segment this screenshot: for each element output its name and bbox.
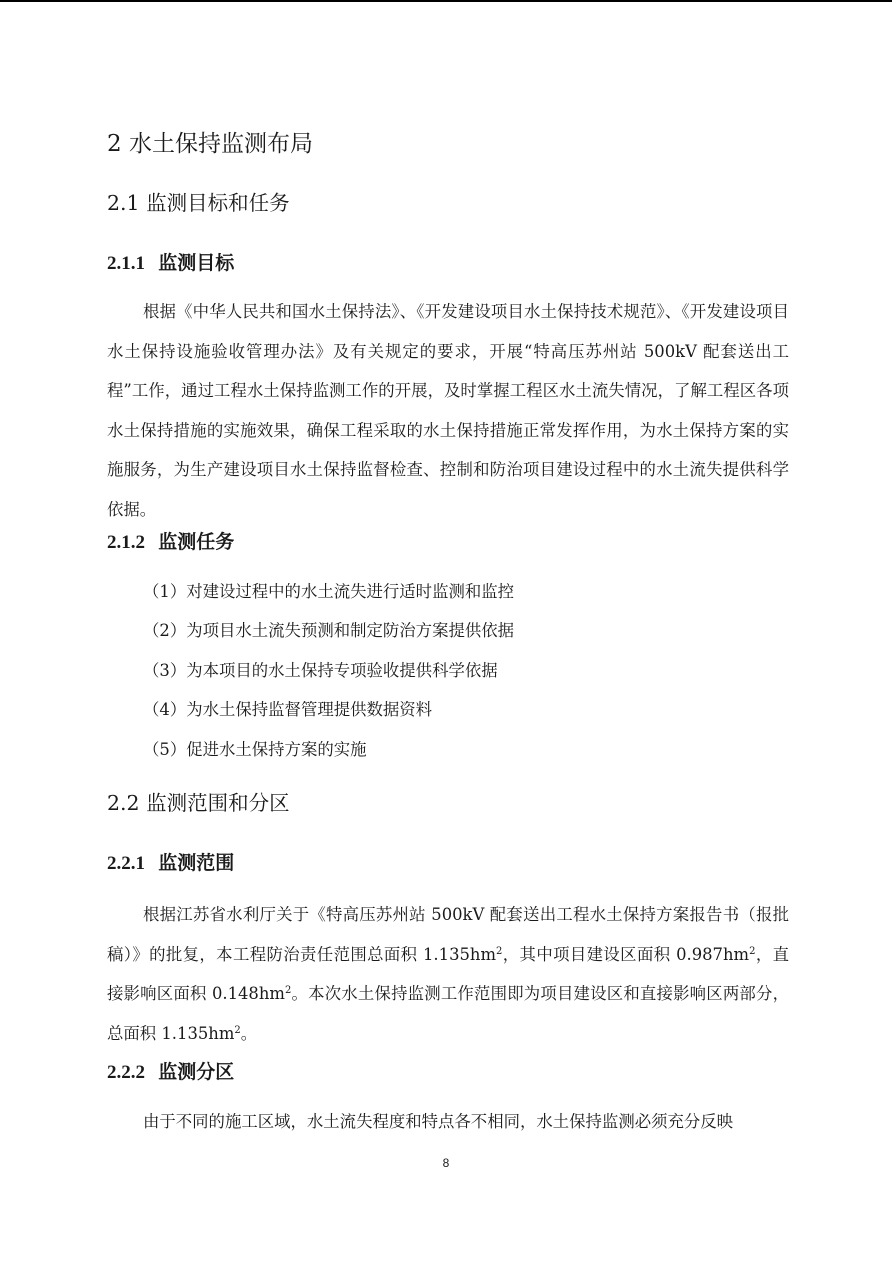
subsection-heading-2-2-1 (107, 849, 234, 878)
subsection-heading-2-1-1 (107, 249, 234, 278)
subsection-title: 监测分区 (158, 1061, 235, 1083)
list-item: （3）为本项目的水土保持专项验收提供科学依据 (143, 661, 498, 680)
page-number: 8 (442, 1156, 450, 1170)
subsection-number: 2.2.2 (107, 1062, 145, 1083)
subsection-number: 2.1.1 (107, 253, 145, 274)
subsection-heading-2-2-2 (107, 1058, 234, 1087)
subsection-heading-2-1-2 (107, 528, 234, 557)
list-item: （5）促进水土保持方案的实施 (143, 740, 367, 759)
subsection-title: 监测任务 (158, 531, 235, 553)
section-heading-2-1: 2.1 监测目标和任务 (107, 191, 290, 215)
subsection-title: 监测目标 (158, 252, 235, 274)
list-item: （1）对建设过程中的水土流失进行适时监测和监控 (143, 582, 515, 601)
paragraph-monitoring-zones: 由于不同的施工区域，水土流失程度和特点各不相同，水土保持监测必须充分反映 (143, 1112, 734, 1131)
superscript: 2 (749, 945, 756, 957)
subsection-title: 监测范围 (158, 852, 235, 874)
superscript: 2 (496, 945, 503, 957)
paragraph-monitoring-goal: 根据《中华人民共和国水土保持法》、《开发建设项目水土保持技术规范》、《开发建设项目水土保持设施验收管理办法》及有关规定的要求，开展“特高压苏州站 500kV 配套送出工程”工作，通过工程水土保持监测工作的开展，及时掌握工程区水土流失情况，了解工程区各项水土保持措施的实施效果，确保工程采取的水土保持措施正常发挥作用，为水土保持方案的实施服务，为生产建设项目水土保持监督检查、控制和防治项目建设过程中的水土流失提供科学依据。 (107, 302, 789, 519)
section-heading-2-2: 2.2 监测范围和分区 (107, 791, 290, 815)
list-item: （4）为水土保持监督管理提供数据资料 (143, 700, 433, 719)
scope-text-3: ，直接影响区面积 0.148hm (107, 944, 790, 1004)
scope-text-5: 。 (240, 1023, 258, 1043)
scope-text-1: 根据江苏省水利厅关于《特高压苏州站 500kV 配套送出工程水土保持方案报告书（报批稿）》的批复，本工程防治责任范围总面积 1.135hm (107, 905, 789, 964)
superscript: 2 (234, 1024, 241, 1036)
superscript: 2 (284, 985, 292, 997)
page-top-border (0, 0, 892, 2)
list-item: （2）为项目水土流失预测和制定防治方案提供依据 (143, 621, 515, 640)
scope-text-2: ，其中项目建设区面积 0.987hm (502, 944, 750, 964)
paragraph-monitoring-scope (107, 895, 789, 1053)
subsection-number: 2.1.2 (107, 532, 145, 553)
subsection-number: 2.2.1 (107, 853, 145, 874)
scope-text-4: 。本次水土保持监测工作范围即为项目建设区和直接影响区两部分，总面积 1.135hm (107, 984, 790, 1043)
chapter-heading: 2 水土保持监测布局 (107, 131, 313, 157)
